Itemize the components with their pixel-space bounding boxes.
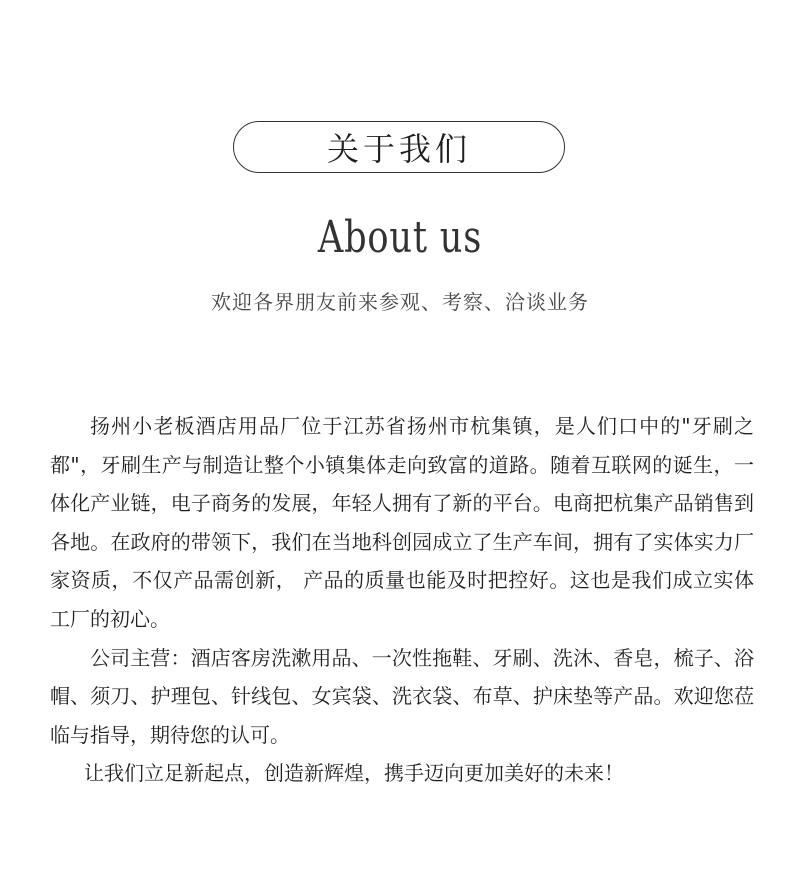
- english-title: About us: [317, 212, 483, 263]
- paragraph-intro: 扬州小老板酒店用品厂位于江苏省扬州市杭集镇，是人们口中的"牙刷之都"，牙刷生产与制造让整个小镇集体走向致富的道路。随着互联网的诞生，一体化产业链，电子商务的发展，年轻人拥有了新的平台。电商把杭集产品销售到各地。在政府的带领下，我们在当地科创园成立了生产车间，拥有了实体实力厂家资质，不仅产品需创新， 产品的质量也能及时把控好。这也是我们成立实体工厂的初心。: [50, 414, 754, 631]
- section-title-pill: [233, 121, 565, 173]
- section-title: 关于我们: [326, 130, 471, 168]
- paragraph-business: 公司主营：酒店客房洗漱用品、一次性拖鞋、牙刷、洗沐、香皂，梳子、浴帽、须刀、护理包、针线包、女宾袋、洗衣袋、布草、护床垫等产品。欢迎您莅临与指导，期待您的认可。: [50, 645, 754, 747]
- subtitle: 欢迎各界朋友前来参观、考察、洽谈业务: [211, 290, 589, 314]
- company-description: [50, 407, 754, 793]
- paragraph-closing: 让我们立足新起点，创造新辉煌，携手迈向更加美好的未来！: [84, 761, 624, 786]
